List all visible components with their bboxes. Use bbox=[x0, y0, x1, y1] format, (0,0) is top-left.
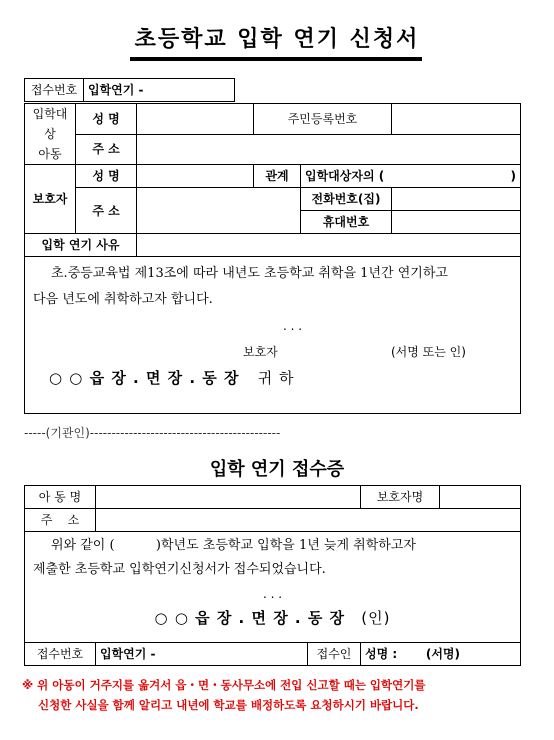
child-name-label: 성 명 bbox=[76, 104, 137, 135]
reason-field[interactable] bbox=[137, 234, 521, 257]
child-name-field[interactable] bbox=[137, 104, 254, 135]
signer-label: 보호자 bbox=[243, 345, 278, 359]
notice bbox=[22, 675, 534, 715]
guardian-name-label: 성 명 bbox=[76, 165, 137, 188]
receipt-date-dots: . . . bbox=[262, 587, 283, 601]
addressee-line bbox=[33, 365, 512, 391]
receipt-child-name-field[interactable] bbox=[96, 486, 361, 509]
receipt-reception-no-field[interactable]: 입학연기 - bbox=[96, 643, 308, 666]
receipt-sign-hint: (서명) bbox=[425, 647, 460, 661]
receipt-table bbox=[24, 485, 521, 666]
child-group-label: 입학대상 아동 bbox=[25, 104, 76, 165]
receipt-guardian-name-field[interactable] bbox=[440, 486, 521, 509]
reception-number-table bbox=[24, 78, 235, 102]
rrn-field[interactable] bbox=[392, 104, 521, 135]
reception-no-label: 접수번호 bbox=[25, 79, 84, 102]
receipt-statement-box bbox=[25, 532, 521, 643]
guardian-address-label: 주 소 bbox=[76, 188, 137, 234]
reception-no-field[interactable]: 입학연기 - bbox=[84, 79, 235, 102]
receipt-title: 입학 연기 접수증 bbox=[209, 459, 345, 480]
statement-line-1: 초.중등교육법 제13조에 따라 내년도 초등학교 취학을 1년간 연기하고 bbox=[51, 266, 448, 281]
application-form-table bbox=[24, 103, 521, 414]
phone-home-label: 전화번호(집) bbox=[301, 188, 392, 211]
addressee-suffix: 귀 하 bbox=[257, 369, 295, 387]
receipt-statement-line-1: 위와 같이 ( )학년도 초등학교 입학을 1년 늦게 취학하고자 bbox=[51, 538, 416, 553]
receipt-address-label: 주 소 bbox=[25, 509, 96, 532]
sign-name-label: 성명 : bbox=[365, 647, 398, 661]
signature-line bbox=[33, 339, 512, 365]
guardian-name-field[interactable] bbox=[137, 165, 254, 188]
child-address-field[interactable] bbox=[137, 134, 521, 165]
reason-label: 입학 연기 사유 bbox=[25, 234, 137, 257]
form-title: 초등학교 입학 연기 신청서 bbox=[134, 27, 420, 52]
rrn-label: 주민등록번호 bbox=[254, 104, 392, 135]
cut-separator: -----(기관인)-------------------------------------------- bbox=[24, 426, 281, 440]
notice-line-2: 신청한 사실을 함께 알리고 내년에 학교를 배정하도록 요청하시기 바랍니다. bbox=[38, 698, 419, 712]
child-address-label: 주 소 bbox=[76, 134, 137, 165]
receipt-address-field[interactable] bbox=[96, 509, 521, 532]
phone-home-field[interactable] bbox=[392, 188, 521, 211]
receiver-label: 접수인 bbox=[308, 643, 361, 666]
receipt-guardian-name-label: 보호자명 bbox=[361, 486, 440, 509]
guardian-group-label: 보호자 bbox=[25, 165, 76, 234]
receipt-issuer-line bbox=[33, 606, 512, 630]
receipt-child-name-label: 아 동 명 bbox=[25, 486, 96, 509]
statement-box bbox=[25, 257, 521, 414]
relation-label: 관계 bbox=[254, 165, 301, 188]
relation-field[interactable]: 입학대상자의 ( ) bbox=[301, 165, 521, 188]
notice-line-1: ※ 위 아동이 거주지를 옮겨서 읍・면・동사무소에 전입 신고할 때는 입학연기를 bbox=[22, 678, 426, 692]
mobile-label: 휴대번호 bbox=[301, 211, 392, 234]
mobile-field[interactable] bbox=[392, 211, 521, 234]
date-dots: . . . bbox=[282, 319, 303, 333]
title-underline bbox=[130, 57, 422, 61]
receipt-issuer-seal: (인) bbox=[361, 609, 391, 627]
receipt-issuer: ○ ○ 읍 장 . 면 장 . 동 장 bbox=[154, 609, 346, 627]
guardian-address-field[interactable] bbox=[137, 188, 301, 234]
receipt-statement-line-2: 제출한 초등학교 입학연기신청서가 접수되었습니다. bbox=[33, 562, 326, 577]
addressee: ○ ○ 읍 장 . 면 장 . 동 장 bbox=[49, 369, 240, 387]
receipt-reception-no-label: 접수번호 bbox=[25, 643, 96, 666]
sign-hint: (서명 또는 인) bbox=[391, 345, 466, 359]
statement-line-2: 다음 년도에 취학하고자 합니다. bbox=[33, 292, 213, 307]
receiver-sign-field[interactable] bbox=[361, 643, 521, 666]
